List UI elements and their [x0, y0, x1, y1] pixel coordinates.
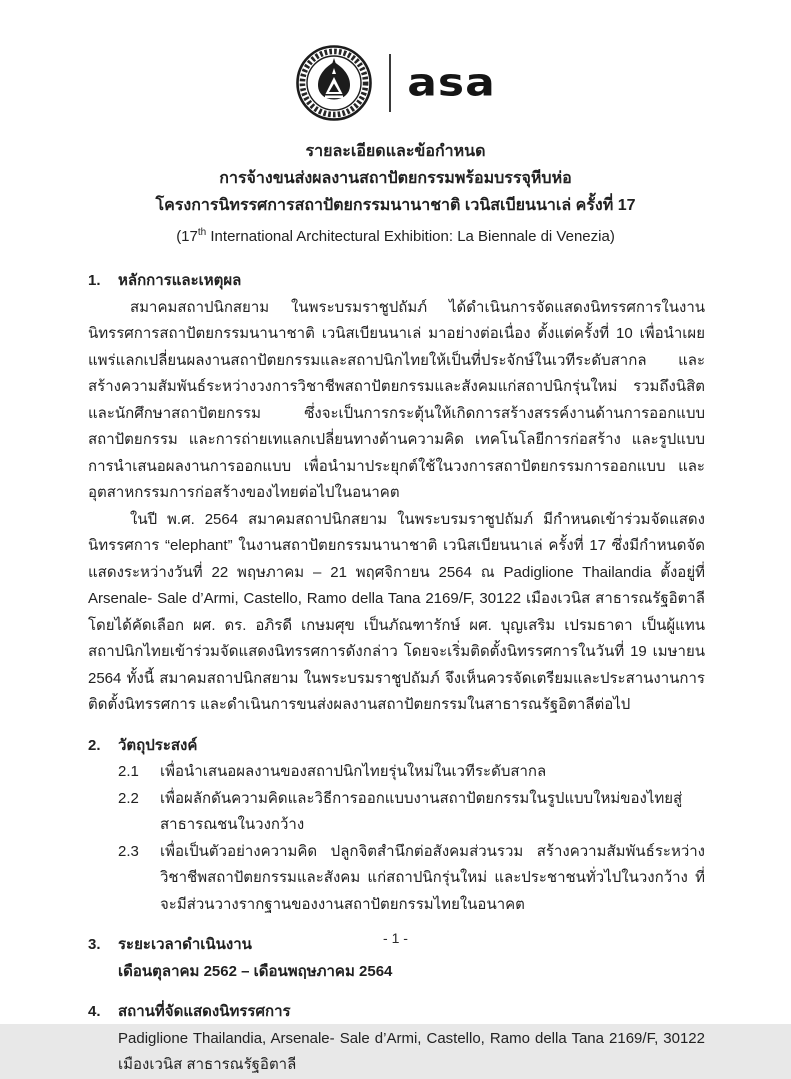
objective-item-1-text: เพื่อนำเสนอผลงานของสถาปนิกไทยรุ่นใหม่ในเวทีระดับสากล [160, 763, 547, 780]
section-2-number: 2. [88, 736, 101, 754]
title-line-1: รายละเอียดและข้อกำหนด [305, 143, 486, 160]
title-line-4-suffix: International Architectural Exhibition: La Biennale di Venezia) [206, 228, 615, 245]
section-4-number: 4. [88, 1003, 101, 1020]
section-objectives [88, 733, 705, 919]
section-2-heading [88, 733, 705, 760]
logo-divider [389, 54, 391, 112]
section-4-heading [88, 999, 705, 1026]
section-1-heading [88, 268, 705, 295]
asa-siam-architects-emblem-icon [295, 44, 373, 122]
section-1-title: หลักการและเหตุผล [118, 272, 242, 289]
section-1-paragraph-2: ในปี พ.ศ. 2564 สมาคมสถาปนิกสยาม ในพระบรมราชูปถัมภ์ มีกำหนดเข้าร่วมจัดแสดงนิทรรศการ “elephant” ในงานสถาปัตยกรรมนานาชาติ เวนิสเบียนนาเล่ ครั้งที่ 17 ซึ่งมีกำหนดจัดแสดงระหว่างวันที่ 22 พฤษภาคม – 21 พฤศจิกายน 2564 ณ Padiglione Thailandia ตั้งอยู่ที่ Arsenale- Sale d’Armi, Castello, Ramo della Tana 2169/F, 30122 เมืองเวนิส สาธารณรัฐอิตาลี โดยได้คัดเลือก ผศ. ดร. อภิรดี เกษมศุข เป็นภัณฑารักษ์ ผศ. บุญเสริม เปรมธาดา เป็นผู้แทนสถาปนิกไทยเข้าร่วมจัดแสดงนิทรรศการดังกล่าว โดยจะเริ่มติดตั้งนิทรรศการในวันที่ 19 เมษายน 2564 ทั้งนี้ สมาคมสถาปนิกสยาม ในพระบรมราชูปถัมภ์ จึงเห็นควรจัดเตรียมและประสานงานการติดตั้งนิทรรศการ และดำเนินการขนส่งผลงานสถาปัตยกรรมในสาธารณรัฐอิตาลีต่อไป [88, 510, 705, 713]
objective-item-1 [118, 759, 705, 786]
section-3-number: 3. [88, 936, 101, 953]
title-line-2: การจ้างขนส่งผลงานสถาปัตยกรรมพร้อมบรรจุหีบห่อ [219, 170, 572, 187]
section-3-title: ระยะเวลาดำเนินงาน [118, 936, 252, 953]
section-principles [88, 268, 705, 719]
section-venue [88, 999, 705, 1079]
objective-item-2-number: 2.2 [118, 789, 139, 807]
objective-item-1-number: 2.1 [118, 763, 139, 780]
title-line-4-prefix: (17 [176, 228, 198, 245]
title-line-3: โครงการนิทรรศการสถาปัตยกรรมนานาชาติ เวนิสเบียนนาเล่ ครั้งที่ 17 [155, 197, 636, 214]
section-1-number: 1. [88, 272, 101, 289]
objective-item-3-number: 2.3 [118, 842, 139, 860]
document-body [88, 268, 705, 1079]
document-title-block [0, 138, 791, 250]
title-line-4 [0, 219, 791, 250]
objective-item-3-text: เพื่อเป็นตัวอย่างความคิด ปลูกจิตสำนึกต่อสังคมส่วนรวม สร้างความสัมพันธ์ระหว่างวิชาชีพสถาปัตยกรรมและสังคม แก่สถาปนิกรุ่นใหม่ และประชาชนทั่วไปในวงกว้าง ที่จะมีส่วนวางรากฐานของงานสถาปัตยกรรมไทยในอนาคต [160, 842, 705, 913]
objective-item-2 [118, 786, 705, 839]
section-1-paragraph-1: สมาคมสถาปนิกสยาม ในพระบรมราชูปถัมภ์ ได้ดำเนินการจัดแสดงนิทรรศการในงานนิทรรศการสถาปัตยกรรมนานาชาติ เวนิสเบียนนาเล่ มาอย่างต่อเนื่อง ตั้งแต่ครั้งที่ 10 เพื่อนำเผยแพร่แลกเปลี่ยนผลงานสถาปัตยกรรมและสถาปนิกไทยให้เป็นที่ประจักษ์ในเวทีระดับสากล และสร้างความสัมพันธ์ระหว่างวงการวิชาชีพสถาปัตยกรรมและสังคมแก่สถาปนิกรุ่นใหม่ รวมถึงนิสิตและนักศึกษาสถาปัตยกรรม ซึ่งจะเป็นการกระตุ้นให้เกิดการสร้างสรรค์งานด้านการออกแบบสถาปัตยกรรม และการถ่ายเทแลกเปลี่ยนทางด้านความคิด เทคโนโลยีการก่อสร้าง และรูปแบบการนำเสนอผลงานการออกแบบ เพื่อนำมาประยุกต์ใช้ในวงการสถาปัตยกรรมการออกแบบ และอุตสาหกรรมการก่อสร้างของไทยต่อไปในอนาคต [88, 298, 705, 501]
objective-item-2-text: เพื่อผลักดันความคิดและวิธีการออกแบบงานสถาปัตยกรรมในรูปแบบใหม่ของไทยสู่สาธารณชนในวงกว้าง [160, 789, 683, 833]
title-line-4-ordinal: th [197, 227, 207, 238]
venue-address: Padiglione Thailandia, Arsenale- Sale d’Armi, Castello, Ramo della Tana 2169/F, 30122 เมืองเวนิส สาธารณรัฐอิตาลี [118, 1029, 705, 1073]
header-logo-row [0, 0, 791, 122]
asa-wordmark-logo: asa [407, 60, 496, 105]
page-number: - 1 - [383, 930, 408, 946]
objective-item-3 [118, 839, 705, 919]
section-2-title: วัตถุประสงค์ [118, 736, 198, 754]
timeline-period: เดือนตุลาคม 2562 – เดือนพฤษภาคม 2564 [118, 962, 393, 980]
section-4-title: สถานที่จัดแสดงนิทรรศการ [118, 1003, 291, 1020]
